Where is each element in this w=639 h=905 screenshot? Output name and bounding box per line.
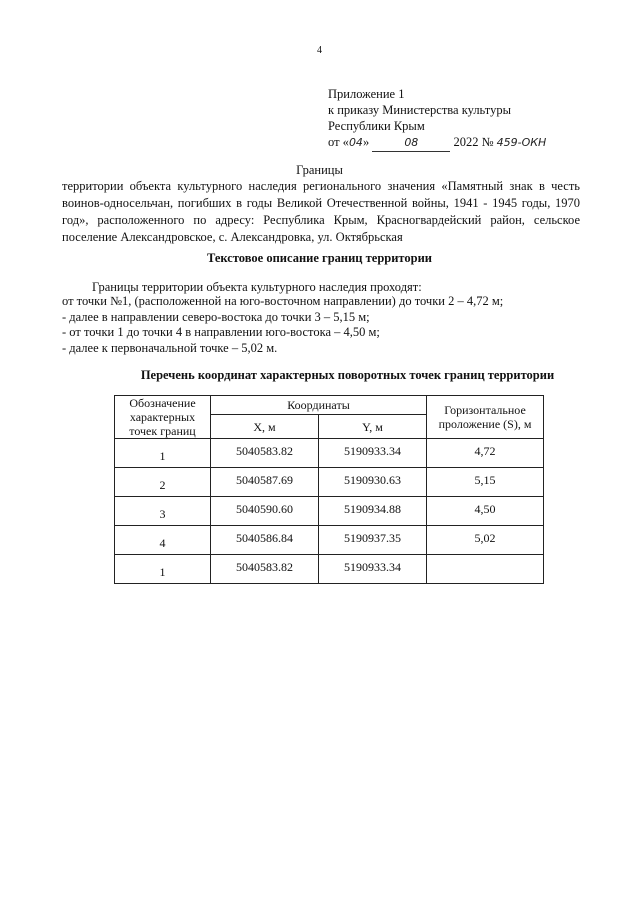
header-horizontal-distance: Горизонтальное проложение (S), м [427, 396, 544, 439]
handwritten-order-number: 459-ОКН [496, 136, 547, 149]
y-cell: 5190934.88 [344, 502, 401, 516]
appendix-date-line [328, 134, 546, 152]
point-cell: 1 [159, 449, 166, 463]
x-cell: 5040586.84 [236, 531, 293, 545]
y-cell: 5190933.34 [344, 560, 401, 574]
x-cell: 5040583.82 [236, 560, 293, 574]
y-cell: 5190933.34 [344, 444, 401, 458]
point-cell: 3 [159, 507, 166, 521]
object-description: территории объекта культурного наследия регионального значения «Памятный знак в честь воинов-односельчан, погибших в годы Великой Отечественной войны, 1941 - 1945 годы, 1970 год», расположенного по адресу: Республика Крым, Красногвардейский район, сельское поселение Александровское, с. Александровка, ул. Октябрьская [62, 179, 580, 244]
x-cell: 5040587.69 [236, 473, 293, 487]
table-row [115, 497, 544, 526]
point-cell: 4 [159, 536, 166, 550]
boundary-intro: Границы территории объекта культурного наследия проходят: [92, 280, 422, 294]
s-cell: 5,02 [474, 531, 496, 545]
point-cell: 2 [159, 478, 166, 492]
handwritten-day: 04 [348, 136, 363, 149]
table-row [115, 526, 544, 555]
point-cell: 1 [159, 565, 166, 579]
header-y: Y, м [319, 415, 427, 439]
appendix-line-1: Приложение 1 [328, 87, 405, 101]
date-mid: » [362, 135, 370, 149]
boundary-line: - от точки 1 до точки 4 в направлении юго-востока – 4,50 м; [62, 325, 380, 340]
document-title: Границы [296, 163, 343, 177]
table-row [115, 439, 544, 468]
s-cell: 4,72 [474, 444, 496, 458]
appendix-line-3: Республики Крым [328, 119, 425, 133]
s-cell: 5,15 [474, 473, 496, 487]
boundary-line: - далее к первоначальной точке – 5,02 м. [62, 340, 278, 355]
header-point: Обозначение характерных точек границ [115, 396, 211, 439]
boundary-line: - далее в направлении северо-востока до точки 3 – 5,15 м; [62, 309, 370, 324]
y-cell: 5190937.35 [344, 531, 401, 545]
s-cell: 4,50 [474, 502, 496, 516]
x-cell: 5040583.82 [236, 444, 293, 458]
y-cell: 5190930.63 [344, 473, 401, 487]
table-row [115, 468, 544, 497]
appendix-block [328, 86, 546, 152]
text-section-heading: Текстовое описание границ территории [206, 251, 433, 265]
boundary-line: от точки №1, (расположенной на юго-восточном направлении) до точки 2 – 4,72 м; [62, 294, 504, 308]
table-heading: Перечень координат характерных поворотных точек границ территории [140, 368, 555, 382]
date-prefix: от « [328, 135, 349, 149]
year-number-label: 2022 № [453, 135, 494, 149]
boundary-description-list [62, 294, 503, 356]
header-x: X, м [211, 415, 319, 439]
coordinates-table [114, 395, 544, 584]
x-cell: 5040590.60 [236, 502, 293, 516]
header-coordinates: Координаты [211, 396, 427, 415]
table-row [115, 555, 544, 584]
appendix-line-2: к приказу Министерства культуры [328, 103, 511, 117]
page-number: 4 [317, 45, 322, 56]
handwritten-month: 08 [372, 135, 450, 152]
